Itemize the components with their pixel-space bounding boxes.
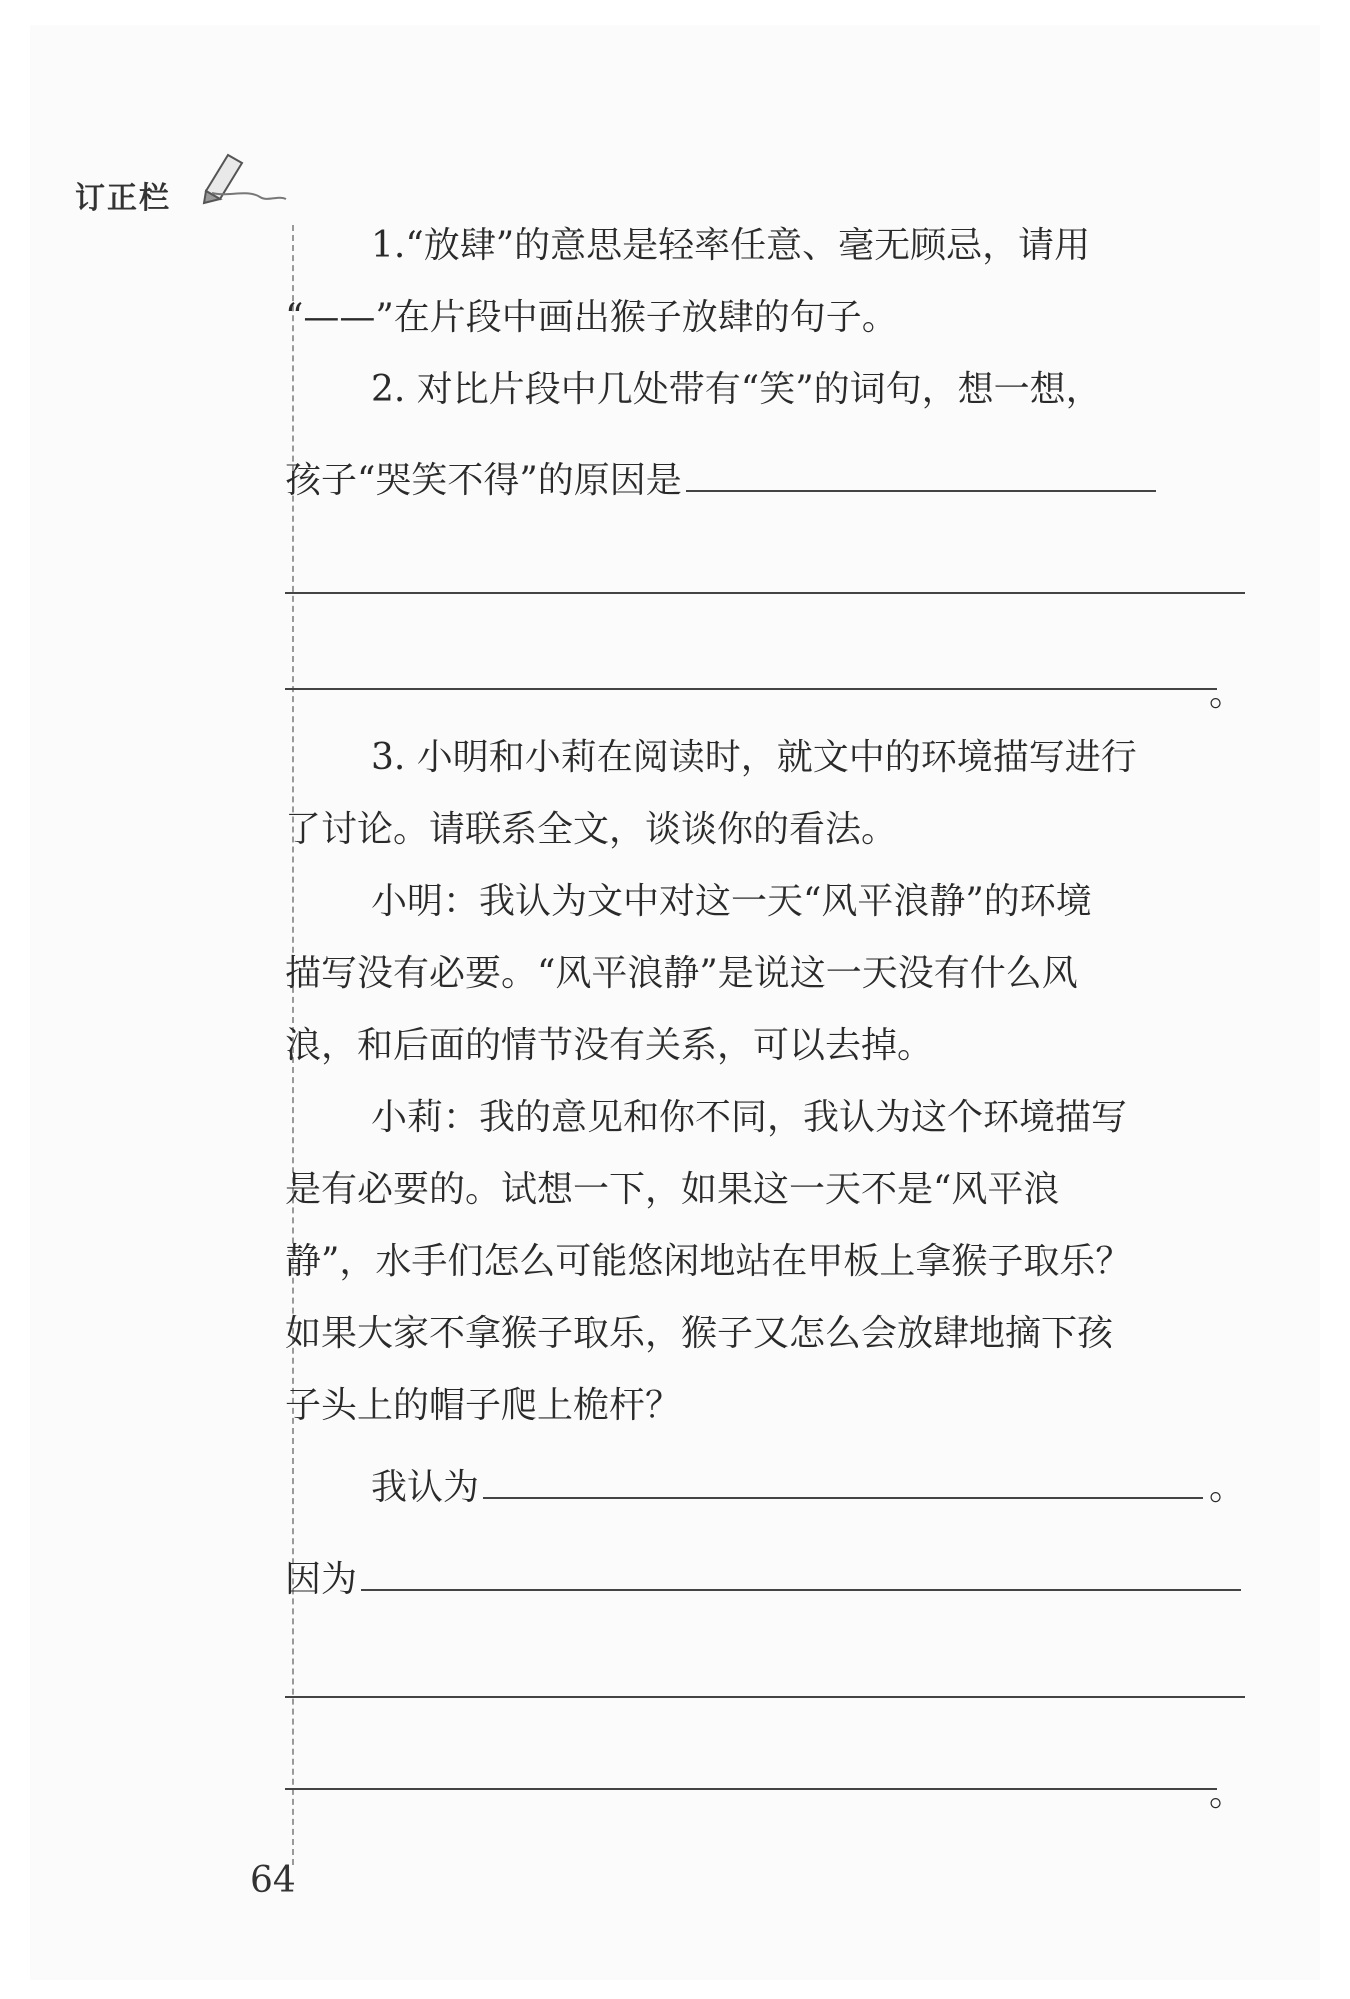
opinion-row (285, 1442, 1245, 1534)
q2-line-1: 2. 对比片段中几处带有“笑”的词句，想一想， (371, 369, 1102, 410)
li-line-1: 小莉：我的意见和你不同，我认为这个环境描写 (371, 1097, 1128, 1138)
q2-answer-row-2 (285, 522, 1245, 618)
reason-blank-3[interactable] (285, 1788, 1217, 1790)
ming-line-2: 描写没有必要。“风平浪静”是说这一天没有什么风 (285, 953, 1078, 994)
opinion-label: 我认为 (371, 1467, 480, 1508)
ming-line-1: 小明：我认为文中对这一天“风平浪静”的环境 (371, 881, 1092, 922)
q2-answer-row (285, 426, 1245, 522)
q2-answer-row-3 (285, 618, 1245, 714)
reason-row (285, 1534, 1245, 1626)
li-line-4: 如果大家不拿猴子取乐，猴子又怎么会放肆地摘下孩 (285, 1313, 1114, 1354)
pencil-icon (198, 147, 288, 207)
opinion-blank[interactable] (483, 1457, 1203, 1499)
q2-answer-blank-3[interactable] (285, 688, 1217, 690)
question-content (285, 210, 1245, 1814)
q1-line-2: “——”在片段中画出猴子放肆的句子。 (285, 297, 898, 338)
q2-answer-blank-2[interactable] (285, 592, 1245, 594)
ming-line-3: 浪，和后面的情节没有关系，可以去掉。 (285, 1025, 934, 1066)
q1-line-1: 1.“放肆”的意思是轻率任意、毫无顾忌，请用 (371, 225, 1091, 266)
q2-prompt: 孩子“哭笑不得”的原因是 (285, 460, 682, 501)
q2-answer-blank-1[interactable] (686, 450, 1156, 492)
li-line-2: 是有必要的。试想一下，如果这一天不是“风平浪 (285, 1169, 1060, 1210)
li-line-3: 静”，水手们怎么可能悠闲地站在甲板上拿猴子取乐？ (285, 1241, 1132, 1282)
q3-line-2: 了讨论。请联系全文，谈谈你的看法。 (285, 809, 898, 850)
page-number: 64 (250, 1860, 296, 1901)
reason-blank-1[interactable] (361, 1549, 1241, 1591)
q2-end-period: 。 (1208, 673, 1245, 714)
reason-blank-2[interactable] (285, 1696, 1245, 1698)
correction-column-label: 订正栏 (75, 181, 171, 216)
li-line-5: 子头上的帽子爬上桅杆？ (285, 1385, 682, 1426)
reason-label: 因为 (285, 1559, 358, 1600)
reason-row-2 (285, 1626, 1245, 1718)
q3-line-1: 3. 小明和小莉在阅读时，就文中的环境描写进行 (371, 737, 1137, 778)
reason-row-3 (285, 1718, 1245, 1814)
opinion-end-period: 。 (1208, 1467, 1245, 1508)
reason-end-period: 。 (1208, 1773, 1245, 1814)
